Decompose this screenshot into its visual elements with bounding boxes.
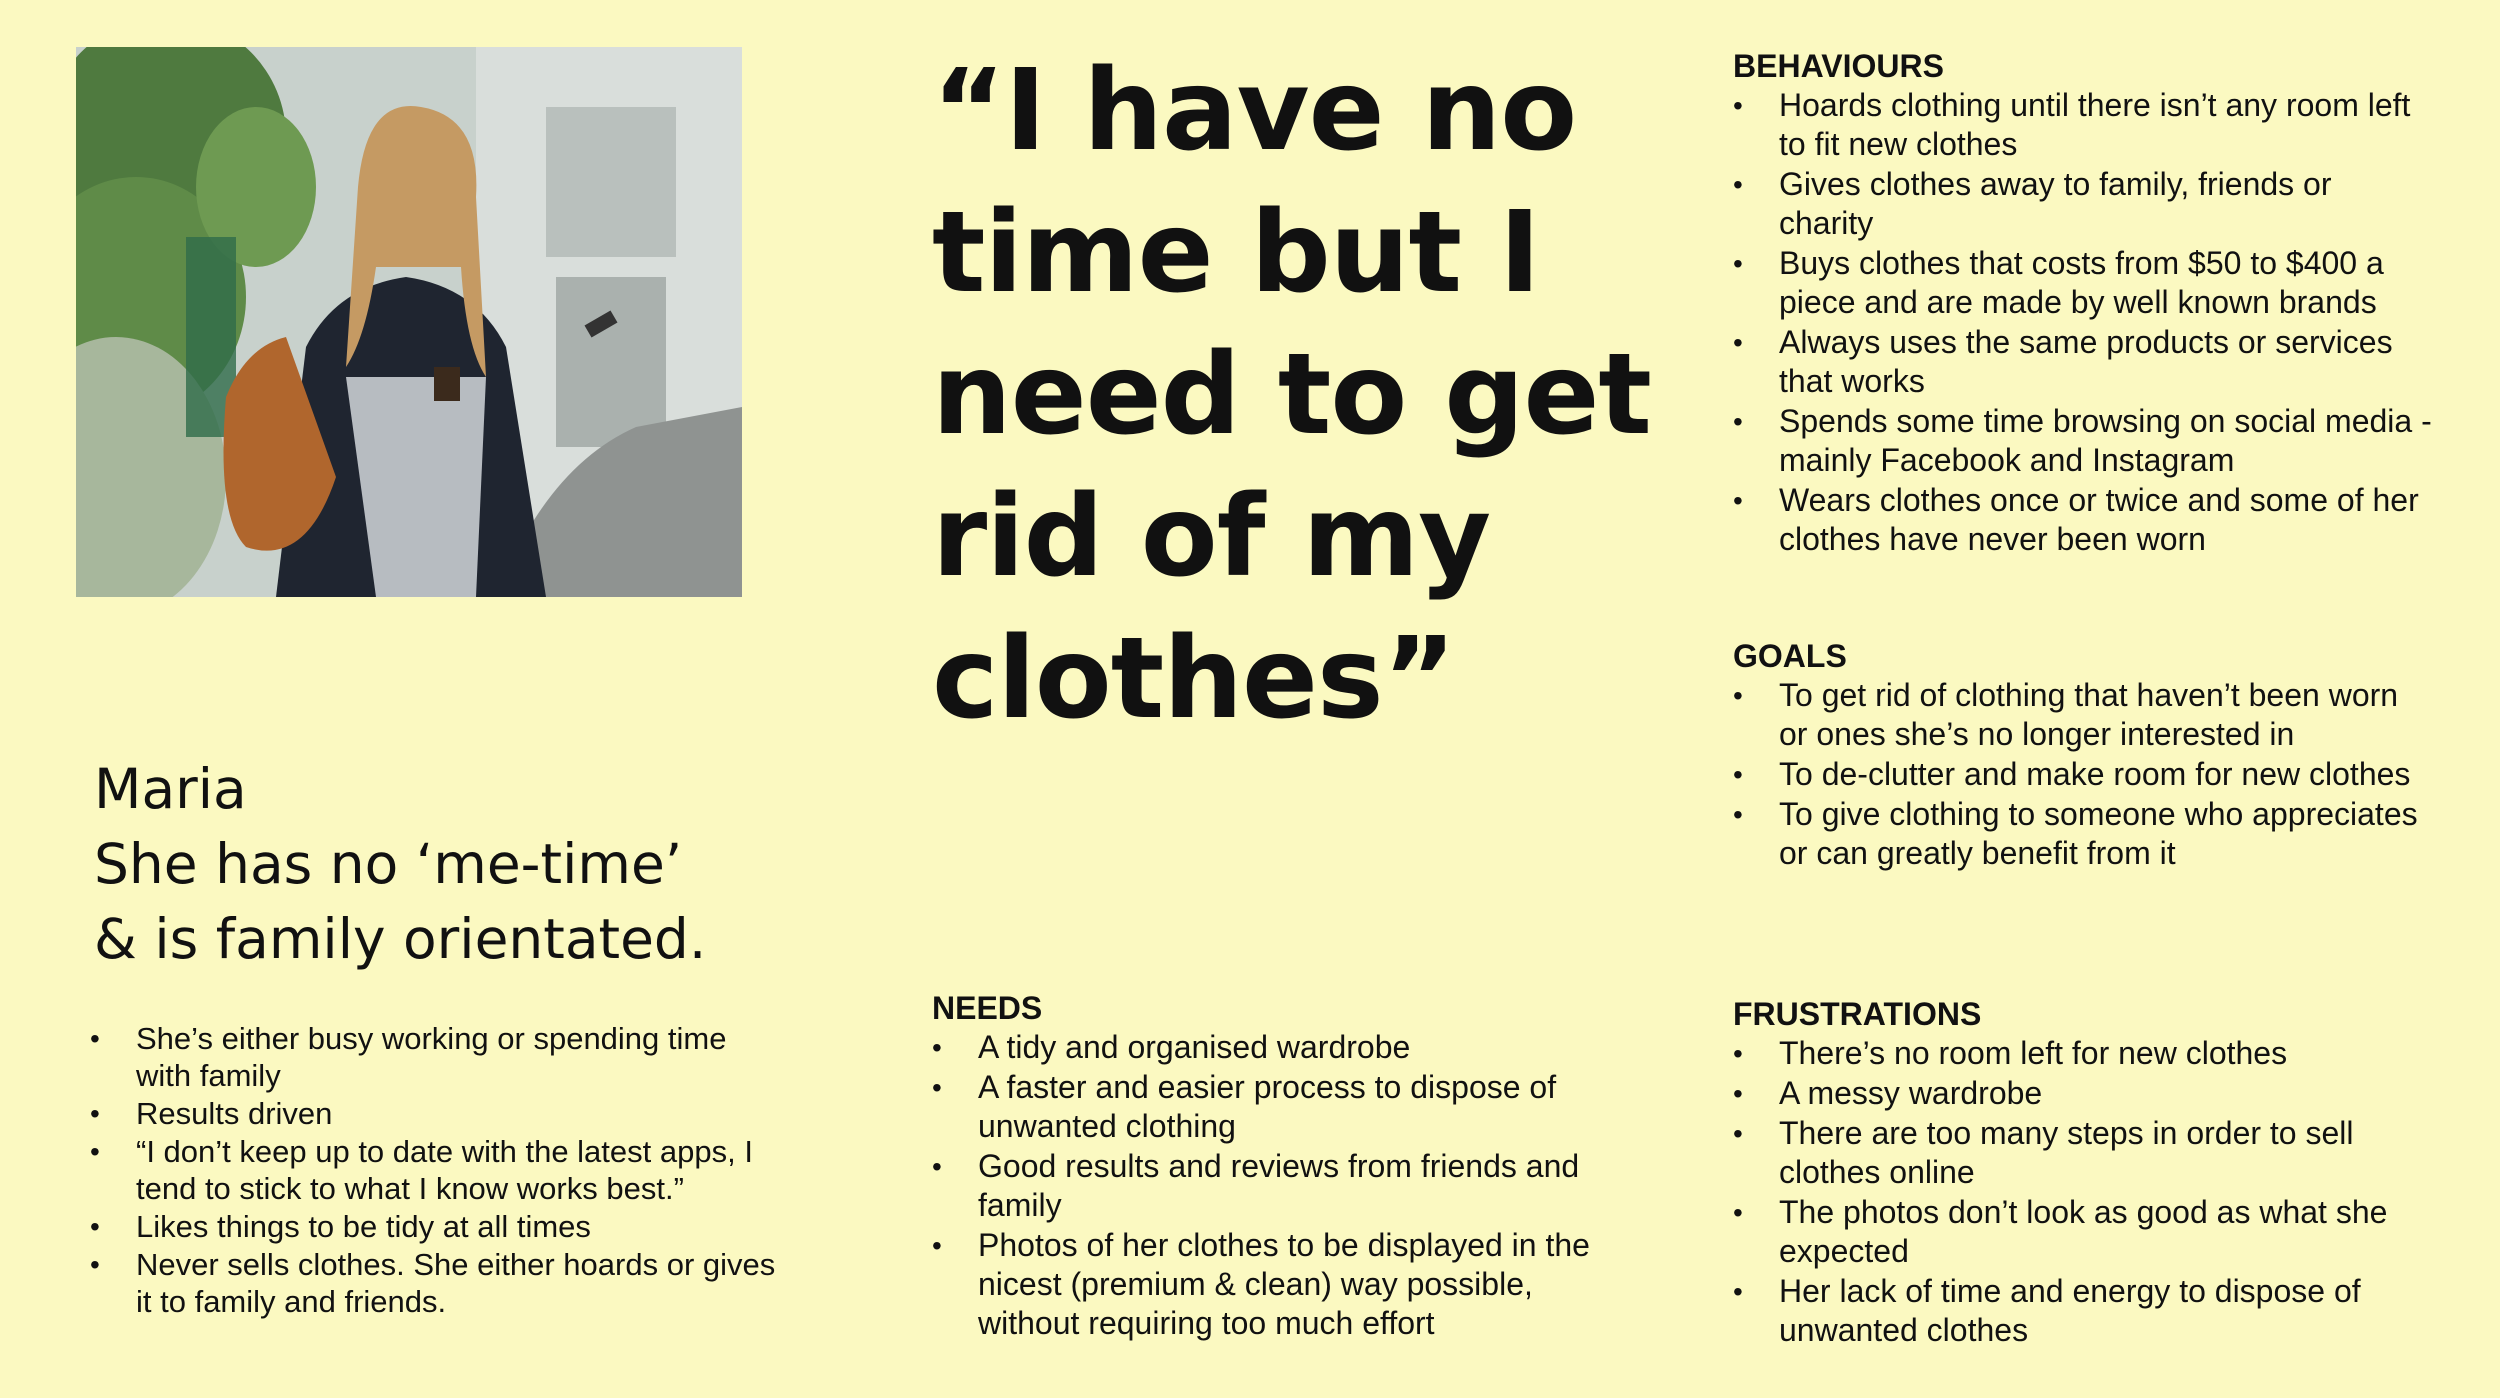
list-item: • There are too many steps in order to sell clothes online: [1733, 1114, 2433, 1192]
list-item: • “I don’t keep up to date with the latest apps, I tend to stick to what I know works best.”: [90, 1133, 780, 1207]
persona-tagline: & is family orientated.: [94, 907, 707, 971]
list-item: • Spends some time browsing on social media - mainly Facebook and Instagram: [1733, 402, 2433, 480]
behaviours-title: BEHAVIOURS: [1733, 48, 1944, 84]
goals-title: GOALS: [1733, 638, 1847, 674]
frustrations-section: [1733, 994, 2433, 1351]
list-item: • Never sells clothes. She either hoards or gives it to family and friends.: [90, 1246, 780, 1320]
list-item: • To get rid of clothing that haven’t been worn or ones she’s no longer interested in: [1733, 676, 2433, 754]
list-item: • A faster and easier process to dispose of unwanted clothing: [932, 1068, 1632, 1146]
list-item: • Wears clothes once or twice and some of her clothes have never been worn: [1733, 481, 2433, 559]
persona-quote: [932, 40, 1652, 750]
list-item: • To de-clutter and make room for new clothes: [1733, 755, 2433, 794]
quote-line: rid of my: [932, 472, 1491, 602]
list-item: • She’s either busy working or spending time with family: [90, 1020, 780, 1094]
persona-heading: [94, 752, 814, 977]
quote-line: time but I: [932, 188, 1540, 318]
list-item: • A messy wardrobe: [1733, 1074, 2433, 1113]
persona-tagline: She has no ‘me-time’: [94, 832, 683, 896]
quote-line: clothes”: [932, 614, 1456, 744]
list-item: • Always uses the same products or services that works: [1733, 323, 2433, 401]
list-item: • The photos don’t look as good as what she expected: [1733, 1193, 2433, 1271]
list-item: • Good results and reviews from friends and family: [932, 1147, 1632, 1225]
list-item: • Gives clothes away to family, friends or charity: [1733, 165, 2433, 243]
goals-section: [1733, 636, 2433, 874]
list-item: • Her lack of time and energy to dispose of unwanted clothes: [1733, 1272, 2433, 1350]
list-item: • There’s no room left for new clothes: [1733, 1034, 2433, 1073]
behaviours-section: [1733, 46, 2433, 560]
list-item: • Photos of her clothes to be displayed in the nicest (premium & clean) way possible, without requiring too much effort: [932, 1226, 1632, 1343]
needs-section: [932, 988, 1632, 1344]
list-item: • Buys clothes that costs from $50 to $400 a piece and are made by well known brands: [1733, 244, 2433, 322]
list-item: • Likes things to be tidy at all times: [90, 1208, 780, 1245]
list-item: • To give clothing to someone who appreciates or can greatly benefit from it: [1733, 795, 2433, 873]
quote-line: need to get: [932, 330, 1651, 460]
persona-photo: [76, 47, 742, 597]
list-item: • Hoards clothing until there isn’t any room left to fit new clothes: [1733, 86, 2433, 164]
persona-name: Maria: [94, 757, 247, 821]
quote-line: “I have no: [932, 46, 1577, 176]
list-item: • Results driven: [90, 1095, 780, 1132]
list-item: • A tidy and organised wardrobe: [932, 1028, 1632, 1067]
needs-title: NEEDS: [932, 990, 1043, 1026]
persona-photo-illustration: [76, 47, 742, 597]
frustrations-title: FRUSTRATIONS: [1733, 996, 1982, 1032]
profile-list: [90, 1020, 780, 1321]
